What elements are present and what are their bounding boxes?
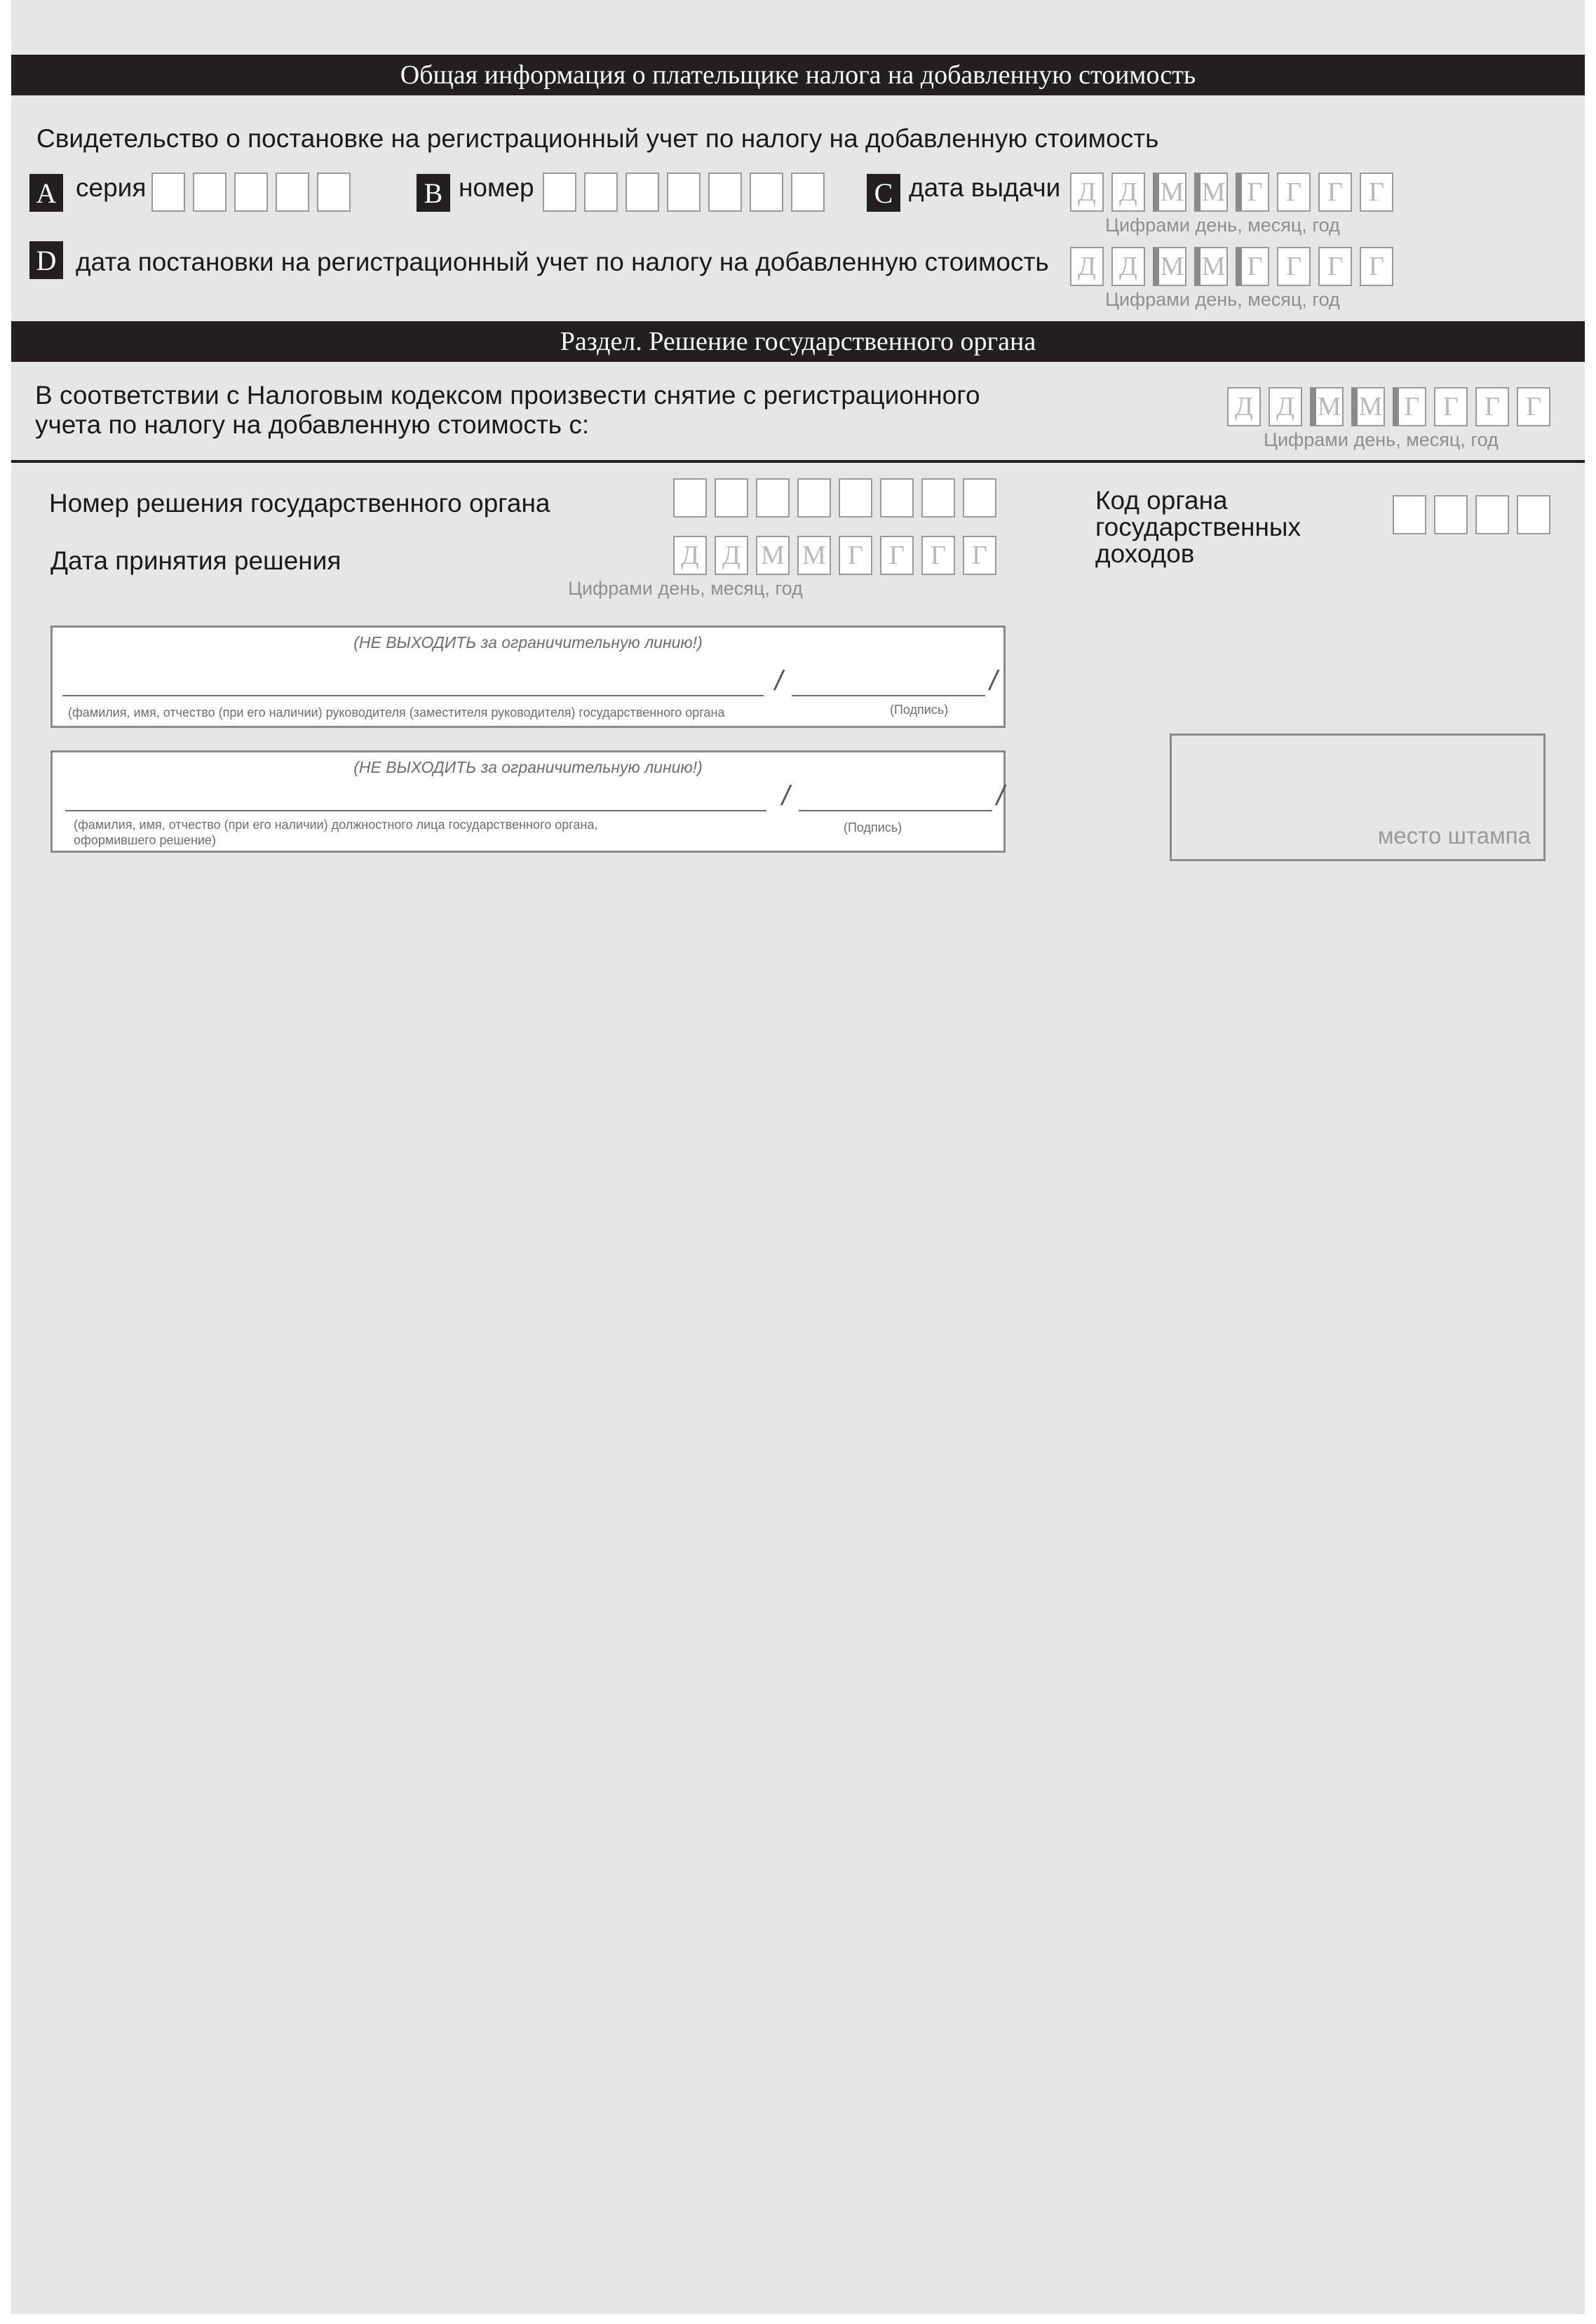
date-cell-day[interactable]: Д — [1111, 173, 1145, 212]
issue-date-label: дата выдачи — [909, 173, 1061, 202]
revenue-code-cell[interactable] — [1393, 495, 1426, 534]
field-c-marker: C — [867, 174, 900, 212]
date-cell-year[interactable]: Г — [1318, 173, 1352, 212]
field-d-marker: D — [29, 241, 63, 279]
number-input[interactable] — [543, 173, 832, 212]
date-cell-year[interactable]: Г — [1318, 247, 1352, 286]
decision-number-cell[interactable] — [715, 478, 748, 518]
revenue-code-label-1: Код органа — [1095, 486, 1228, 515]
deregistration-date-input[interactable] — [1227, 387, 1558, 426]
issue-date-input[interactable] — [1070, 173, 1401, 212]
decision-date-hint: Цифрами день, месяц, год — [568, 578, 803, 599]
registration-date-label: дата постановки на регистрационный учет по налогу на добавленную стоимость — [76, 248, 1049, 276]
date-cell-year[interactable]: Г — [1434, 387, 1468, 426]
date-cell-day[interactable]: Д — [1269, 387, 1302, 426]
number-cell[interactable] — [543, 173, 576, 212]
date-cell-year[interactable]: Г — [1277, 173, 1311, 212]
certificate-label: Свидетельство о постановке на регистрационный учет по налогу на добавленную стоимость — [36, 124, 1159, 153]
decision-number-cell[interactable] — [839, 478, 872, 518]
form-page — [11, 0, 1585, 2314]
series-cell[interactable] — [317, 173, 351, 212]
date-cell-year[interactable]: Г — [880, 536, 914, 575]
head-signature-box — [50, 626, 1006, 728]
date-cell-year[interactable]: Г — [1236, 173, 1269, 212]
official-signature-caption: (Подпись) — [844, 820, 902, 835]
decision-number-input[interactable] — [673, 478, 1004, 518]
revenue-code-cell[interactable] — [1475, 495, 1509, 534]
date-cell-day[interactable]: Д — [1070, 173, 1104, 212]
stamp-area — [1170, 734, 1546, 861]
series-cell[interactable] — [234, 173, 268, 212]
date-cell-day[interactable]: Д — [715, 536, 748, 575]
date-cell-month[interactable]: М — [797, 536, 831, 575]
date-cell-day[interactable]: Д — [1111, 247, 1145, 286]
date-cell-year[interactable]: Г — [1360, 247, 1393, 286]
statement-line-1: В соответствии с Налоговым кодексом произвести снятие с регистрационного — [35, 381, 980, 410]
number-cell[interactable] — [625, 173, 659, 212]
decision-number-cell[interactable] — [797, 478, 831, 518]
date-cell-year[interactable]: Г — [1360, 173, 1393, 212]
revenue-code-cell[interactable] — [1517, 495, 1550, 534]
series-cell[interactable] — [276, 173, 309, 212]
slash: / — [989, 666, 998, 696]
date-cell-month[interactable]: М — [1153, 173, 1186, 212]
revenue-code-label-3: доходов — [1095, 539, 1195, 568]
number-cell[interactable] — [791, 173, 825, 212]
official-signature-warning: (НЕ ВЫХОДИТЬ за ограничительную линию!) — [353, 758, 703, 776]
number-label: номер — [459, 173, 534, 202]
statement-line-2: учета по налогу на добавленную стоимость с: — [35, 410, 590, 439]
registration-date-input[interactable] — [1070, 247, 1401, 286]
slash: / — [775, 666, 783, 696]
series-cell[interactable] — [193, 173, 226, 212]
official-name-caption-1: (фамилия, имя, отчество (при его наличии) должностного лица государственного органа, — [74, 818, 598, 832]
field-b-marker: B — [417, 174, 450, 212]
field-a-marker: A — [29, 174, 63, 212]
date-cell-month[interactable]: М — [1351, 387, 1385, 426]
date-cell-month[interactable]: М — [1310, 387, 1344, 426]
series-label: серия — [76, 173, 147, 202]
decision-date-label: Дата принятия решения — [50, 546, 341, 575]
date-cell-year[interactable]: Г — [1236, 247, 1269, 286]
decision-number-cell[interactable] — [921, 478, 955, 518]
date-cell-month[interactable]: М — [756, 536, 790, 575]
date-cell-day[interactable]: Д — [673, 536, 707, 575]
head-name-line[interactable] — [62, 695, 764, 696]
number-cell[interactable] — [584, 173, 618, 212]
section-divider — [11, 460, 1585, 463]
revenue-code-label-2: государственных — [1095, 513, 1301, 541]
issue-date-hint: Цифрами день, месяц, год — [1105, 215, 1340, 236]
revenue-code-input[interactable] — [1393, 495, 1558, 534]
section-decision-header: Раздел. Решение государственного органа — [11, 321, 1585, 362]
head-signature-line[interactable] — [792, 695, 985, 696]
official-name-line[interactable] — [65, 810, 766, 811]
date-cell-month[interactable]: М — [1153, 247, 1186, 286]
decision-number-cell[interactable] — [673, 478, 707, 518]
official-signature-box — [50, 750, 1006, 853]
date-cell-month[interactable]: М — [1194, 173, 1228, 212]
registration-date-hint: Цифрами день, месяц, год — [1105, 289, 1340, 310]
decision-date-input[interactable] — [673, 536, 1004, 575]
section-general-header: Общая информация о плательщике налога на добавленную стоимость — [11, 55, 1585, 95]
date-cell-day[interactable]: Д — [1070, 247, 1104, 286]
number-cell[interactable] — [708, 173, 742, 212]
date-cell-year[interactable]: Г — [1475, 387, 1509, 426]
decision-number-cell[interactable] — [963, 478, 996, 518]
official-name-caption-2: оформившего решение) — [74, 833, 216, 847]
decision-number-cell[interactable] — [880, 478, 914, 518]
decision-number-label: Номер решения государственного органа — [49, 489, 550, 518]
slash: / — [996, 781, 1005, 811]
revenue-code-cell[interactable] — [1434, 495, 1468, 534]
date-cell-year[interactable]: Г — [921, 536, 955, 575]
date-cell-year[interactable]: Г — [1517, 387, 1550, 426]
date-cell-year[interactable]: Г — [839, 536, 872, 575]
date-cell-year[interactable]: Г — [963, 536, 996, 575]
head-signature-caption: (Подпись) — [890, 703, 949, 717]
date-cell-month[interactable]: М — [1194, 247, 1228, 286]
slash: / — [782, 781, 790, 811]
series-cell[interactable] — [151, 173, 185, 212]
head-name-caption: (фамилия, имя, отчество (при его наличии) руководителя (заместителя руководителя) государственного органа — [68, 705, 725, 720]
number-cell[interactable] — [750, 173, 783, 212]
date-cell-year[interactable]: Г — [1277, 247, 1311, 286]
stamp-label: место штампа — [1377, 823, 1531, 849]
deregistration-date-hint: Цифрами день, месяц, год — [1264, 429, 1499, 450]
head-signature-warning: (НЕ ВЫХОДИТЬ за ограничительную линию!) — [353, 633, 703, 651]
series-input[interactable] — [151, 173, 358, 212]
date-cell-day[interactable]: Д — [1227, 387, 1261, 426]
official-signature-line[interactable] — [799, 810, 992, 811]
decision-number-cell[interactable] — [756, 478, 790, 518]
number-cell[interactable] — [667, 173, 701, 212]
date-cell-year[interactable]: Г — [1393, 387, 1426, 426]
